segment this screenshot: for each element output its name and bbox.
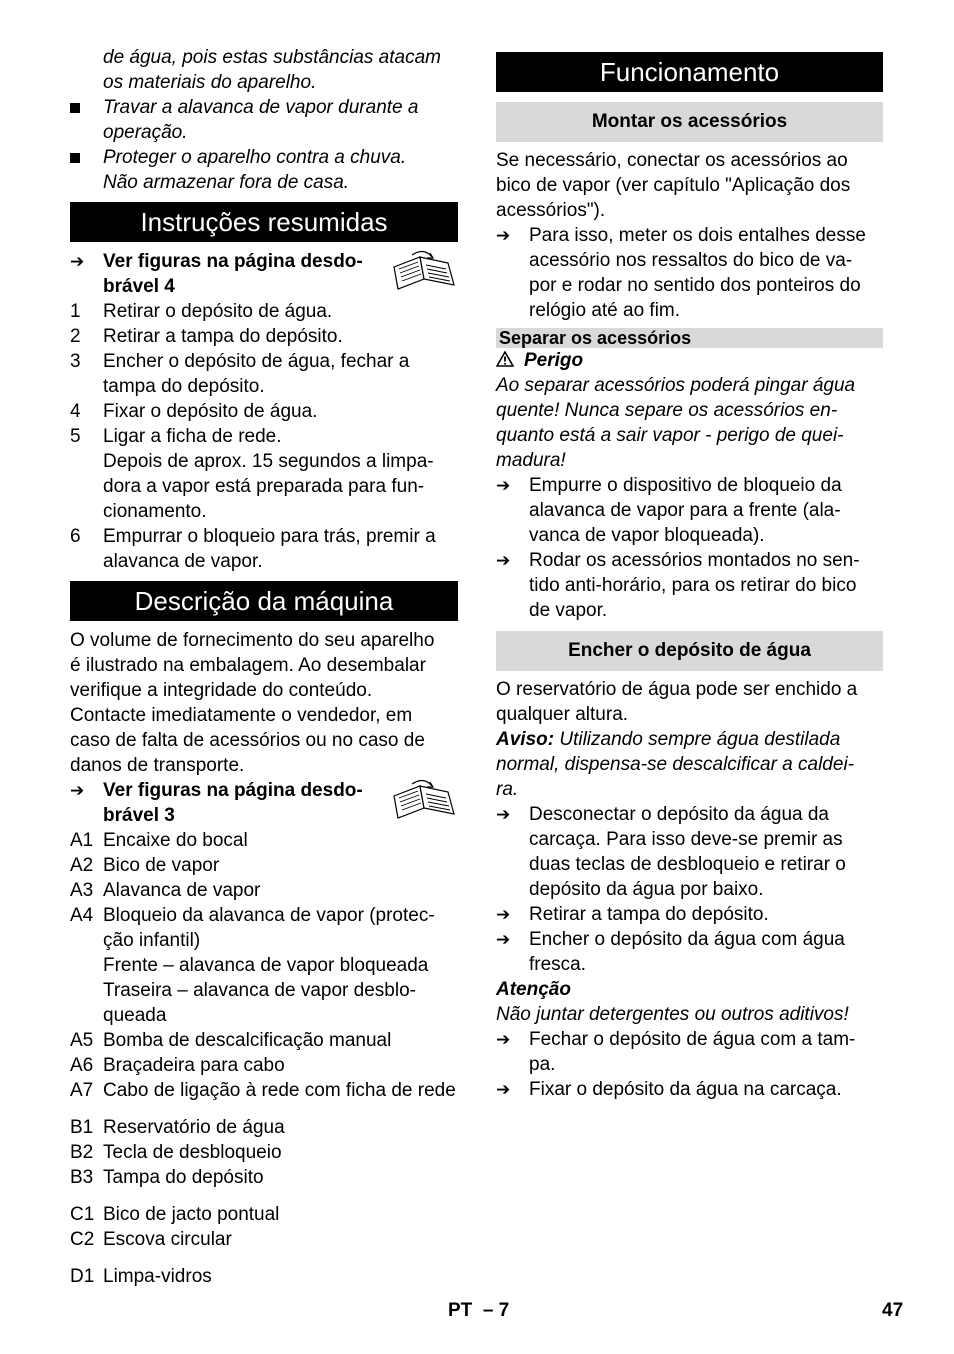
part-item: B1 Reservatório de água <box>70 1115 458 1140</box>
text-line: Encaixe do bocal <box>103 830 248 851</box>
danger-text <box>496 373 883 473</box>
text-line: ção infantil) <box>103 930 201 951</box>
square-bullet-icon <box>70 103 80 113</box>
part-item-text <box>103 1028 458 1053</box>
mount-steps <box>496 223 883 323</box>
footer-section-label: PT – 7 <box>448 1300 510 1321</box>
text-line: ra. <box>496 779 519 800</box>
bullet-item <box>70 145 458 195</box>
part-item: B3 Tampa do depósito <box>70 1165 458 1190</box>
text-line: Encher o depósito de água, fechar a <box>103 351 410 372</box>
part-item: A6 Braçadeira para cabo <box>70 1053 458 1078</box>
text-line: duas teclas de desbloqueio e retirar o <box>529 854 846 875</box>
arrow-item <box>496 473 883 548</box>
part-item-text <box>103 1053 458 1078</box>
text-line: de água, pois estas substâncias atacam <box>103 47 441 68</box>
text-line: Travar a alavanca de vapor durante a <box>103 97 419 118</box>
text-line: cionamento. <box>103 501 207 522</box>
arrow-item-text <box>529 1077 883 1102</box>
left-column <box>70 45 458 1289</box>
arrow-item <box>496 223 883 323</box>
text-line: Cabo de ligação à rede com ficha de rede <box>103 1080 456 1101</box>
text-line: Bomba de descalcificação manual <box>103 1030 392 1051</box>
parts-list-a <box>70 828 458 1103</box>
arrow-item-text <box>529 548 883 623</box>
text-line: tampa do depósito. <box>103 376 265 397</box>
part-item-text <box>103 853 458 878</box>
part-item: D1 Limpa-vidros <box>70 1264 458 1289</box>
arrow-item-text <box>529 927 883 977</box>
text-line: Bico de vapor <box>103 855 220 876</box>
step-item: 4 Fixar o depósito de água. <box>70 399 458 424</box>
step-item-text <box>103 424 458 524</box>
arrow-right-icon: ➔ <box>496 226 511 245</box>
step-item: 2 Retirar a tampa do depósito. <box>70 324 458 349</box>
text-line: Desconectar o depósito da água da <box>529 804 829 825</box>
danger-label: Perigo <box>496 348 883 373</box>
arrow-right-icon: ➔ <box>496 1030 511 1049</box>
text-line: Proteger o aparelho contra a chuva. <box>103 147 407 168</box>
text-line: verifique a integridade do conteúdo. <box>70 680 373 701</box>
text-line: Para isso, meter os dois entalhes desse <box>529 225 866 246</box>
text-line: Bico de jacto pontual <box>103 1204 280 1225</box>
arrow-item <box>496 548 883 623</box>
arrow-item <box>496 927 883 977</box>
text-line: Depois de aprox. 15 segundos a limpa- <box>103 451 434 472</box>
subsection-title-fill: Encher o depósito de água <box>496 631 883 671</box>
mount-paragraph <box>496 148 883 223</box>
text-line: quente! Nunca separe os acessórios en- <box>496 400 838 421</box>
arrow-item-text <box>529 1027 883 1077</box>
subsection-title-mount: Montar os acessórios <box>496 102 883 142</box>
page-number: 47 <box>882 1300 904 1321</box>
text-line: Se necessário, conectar os acessórios ao <box>496 150 848 171</box>
right-column <box>496 52 883 1102</box>
text-line: Rodar os acessórios montados no sen- <box>529 550 860 571</box>
text-line: Ligar a ficha de rede. <box>103 426 282 447</box>
part-item-text <box>103 1202 458 1227</box>
text-line: Ao separar acessórios poderá pingar água <box>496 375 856 396</box>
text-line: por e rodar no sentido dos ponteiros do <box>529 275 861 296</box>
arrow-right-icon: ➔ <box>496 1080 511 1099</box>
text-line: Não armazenar fora de casa. <box>103 172 350 193</box>
text-line: Empurre o dispositivo de bloqueio da <box>529 475 842 496</box>
text-line: dora a vapor está preparada para fun- <box>103 476 425 497</box>
text-line: normal, dispensa-se descalcificar a caldei- <box>496 754 854 775</box>
arrow-right-icon: ➔ <box>496 551 511 570</box>
text-line: Bloqueio da alavanca de vapor (protec- <box>103 905 435 926</box>
text-line: Fechar o depósito de água com a tam- <box>529 1029 856 1050</box>
foldout-book-icon <box>390 249 458 293</box>
part-item-text <box>103 1264 458 1289</box>
text-line: Empurrar o bloqueio para trás, premir a <box>103 526 436 547</box>
arrow-item <box>496 1027 883 1077</box>
text-line: O reservatório de água pode ser enchido a <box>496 679 858 700</box>
figure-reference <box>70 778 458 828</box>
step-item-text <box>103 399 458 424</box>
attention-label: Atenção <box>496 979 571 1000</box>
parts-list-d <box>70 1264 458 1289</box>
text-line: acessório nos ressaltos do bico de va- <box>529 250 853 271</box>
text-line: qualquer altura. <box>496 704 629 725</box>
arrow-item <box>496 902 883 927</box>
arrow-right-icon: ➔ <box>496 905 511 924</box>
text-line: carcaça. Para isso deve-se premir as <box>529 829 843 850</box>
text-line: Fixar o depósito de água. <box>103 401 318 422</box>
step-list <box>70 299 458 574</box>
part-item: A3 Alavanca de vapor <box>70 878 458 903</box>
text-line: Retirar a tampa do depósito. <box>529 904 769 925</box>
text-line: é ilustrado na embalagem. Ao desembalar <box>70 655 426 676</box>
step-item-text <box>103 324 458 349</box>
text-line: relógio até ao fim. <box>529 300 681 321</box>
arrow-item-text <box>529 473 883 548</box>
part-item-text <box>103 1115 458 1140</box>
part-item: A1 Encaixe do bocal <box>70 828 458 853</box>
parts-list-c <box>70 1202 458 1252</box>
figure-ref-text: Ver figuras na página desdo- brável 3 <box>103 780 363 826</box>
text-line: Alavanca de vapor <box>103 880 261 901</box>
part-item: A2 Bico de vapor <box>70 853 458 878</box>
text-line: Frente – alavanca de vapor bloqueada <box>103 955 429 976</box>
step-item-text <box>103 349 458 399</box>
fill-paragraph <box>496 677 883 727</box>
text-line: operação. <box>103 122 188 143</box>
arrow-item-text <box>529 902 883 927</box>
step-item-text <box>103 299 458 324</box>
description-paragraph <box>70 628 458 778</box>
text-line: Tampa do depósito <box>103 1167 264 1188</box>
warning-triangle-icon <box>496 351 514 367</box>
step-item: 6 Empurrar o bloqueio para trás, premir a alavanca de vapor. <box>70 524 458 574</box>
intro-text <box>70 45 458 95</box>
part-item: C2 Escova circular <box>70 1227 458 1252</box>
part-item: B2 Tecla de desbloqueio <box>70 1140 458 1165</box>
part-item-text <box>103 1165 458 1190</box>
text-line: O volume de fornecimento do seu aparelho <box>70 630 435 651</box>
bullet-item <box>70 95 458 145</box>
fill-steps <box>496 802 883 977</box>
notice-text: Aviso: Utilizando sempre água destilada normal, dispensa-se descalcificar a caldei- ra. <box>496 727 883 802</box>
separate-steps <box>496 473 883 623</box>
step-item-text <box>103 524 458 574</box>
part-item: A4 Bloqueio da alavanca de vapor (protec- ção infantil) Frente – alavanca de vapor bloqueada Traseira – alavanca de vapor desblo- queada <box>70 903 458 1028</box>
arrow-item-text <box>529 223 883 323</box>
text-line: alavanca de vapor para a frente (ala- <box>529 500 841 521</box>
step-item: 5 Ligar a ficha de rede. Depois de aprox. 15 segundos a limpa- dora a vapor está preparada para fun- cionamento. <box>70 424 458 524</box>
foldout-book-icon <box>390 778 458 822</box>
text-line: Reservatório de água <box>103 1117 285 1138</box>
arrow-right-icon: ➔ <box>496 930 511 949</box>
text-line: tido anti-horário, para os retirar do bico <box>529 575 857 596</box>
text-line: os materiais do aparelho. <box>103 72 317 93</box>
part-item-text <box>103 903 458 1028</box>
square-bullet-icon <box>70 153 80 163</box>
arrow-item <box>496 1077 883 1102</box>
arrow-right-icon: ➔ <box>496 805 511 824</box>
arrow-right-icon: ➔ <box>70 252 85 271</box>
part-item-text <box>103 1078 458 1103</box>
parts-list-b <box>70 1115 458 1190</box>
text-line: Tecla de desbloqueio <box>103 1142 282 1163</box>
bullet-item-text <box>103 145 458 195</box>
text-line: caso de falta de acessórios ou no caso de <box>70 730 425 751</box>
part-item: C1 Bico de jacto pontual <box>70 1202 458 1227</box>
text-line: Retirar a tampa do depósito. <box>103 326 343 347</box>
text-line: bico de vapor (ver capítulo "Aplicação dos <box>496 175 851 196</box>
arrow-right-icon: ➔ <box>496 476 511 495</box>
text-line: fresca. <box>529 954 587 975</box>
part-item: A5 Bomba de descalcificação manual <box>70 1028 458 1053</box>
arrow-right-icon: ➔ <box>70 781 85 800</box>
step-item: 3 Encher o depósito de água, fechar a tampa do depósito. <box>70 349 458 399</box>
part-item: A7 Cabo de ligação à rede com ficha de rede <box>70 1078 458 1103</box>
fill-steps-final <box>496 1027 883 1102</box>
text-line: madura! <box>496 450 566 471</box>
section-title-instructions: Instruções resumidas <box>70 202 458 242</box>
text-line: depósito da água por baixo. <box>529 879 764 900</box>
text-line: Encher o depósito da água com água <box>529 929 845 950</box>
section-title-machine-description: Descrição da máquina <box>70 581 458 621</box>
text-line: pa. <box>529 1054 556 1075</box>
text-line: acessórios"). <box>496 200 606 221</box>
part-item-text <box>103 1227 458 1252</box>
attention-text: Não juntar detergentes ou outros aditivos! <box>496 1004 849 1025</box>
arrow-item-text <box>529 802 883 902</box>
bullet-list <box>70 95 458 195</box>
text-line: Escova circular <box>103 1229 232 1250</box>
text-line: alavanca de vapor. <box>103 551 263 572</box>
figure-reference <box>70 249 458 299</box>
step-item: 1 Retirar o depósito de água. <box>70 299 458 324</box>
text-line: de vapor. <box>529 600 608 621</box>
text-line: Fixar o depósito da água na carcaça. <box>529 1079 842 1100</box>
text-line: vanca de vapor bloqueada). <box>529 525 765 546</box>
part-item-text <box>103 878 458 903</box>
text-line: Contacte imediatamente o vendedor, em <box>70 705 413 726</box>
text-line: Retirar o depósito de água. <box>103 301 333 322</box>
figure-ref-text: Ver figuras na página desdo- brável 4 <box>103 251 363 297</box>
text-line: queada <box>103 1005 167 1026</box>
part-item-text <box>103 1140 458 1165</box>
section-title-operation: Funcionamento <box>496 52 883 92</box>
text-line: Traseira – alavanca de vapor desblo- <box>103 980 416 1001</box>
text-line: Limpa-vidros <box>103 1266 212 1287</box>
subsection-title-separate: Separar os acessórios <box>496 328 883 348</box>
text-line: quanto está a sair vapor - perigo de quei- <box>496 425 844 446</box>
bullet-item-text <box>103 95 458 145</box>
text-line: Braçadeira para cabo <box>103 1055 285 1076</box>
arrow-item <box>496 802 883 902</box>
part-item-text <box>103 828 458 853</box>
text-line: danos de transporte. <box>70 755 245 776</box>
